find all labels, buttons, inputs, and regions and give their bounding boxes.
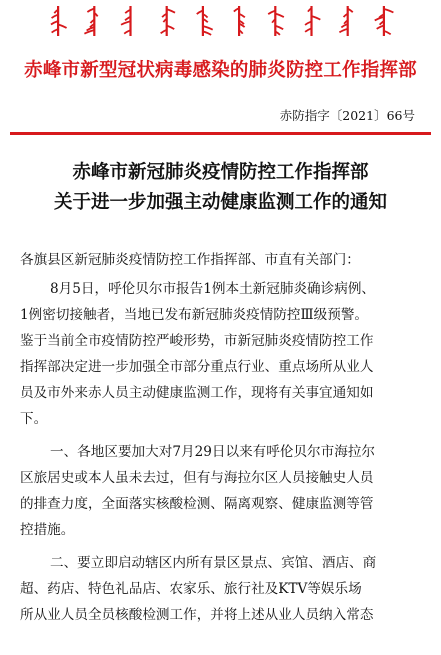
mongolian-word-glyph	[305, 6, 320, 36]
body-line: 员及市外来赤人员主动健康监测工作，现将有关事宜通知如	[20, 385, 374, 401]
mongolian-word-glyph	[197, 6, 213, 36]
red-divider-rule	[10, 132, 431, 135]
body-line: 8月5日，呼伦贝尔市报告1例本土新冠肺炎确诊病例、	[50, 281, 376, 297]
body-line: 下。	[20, 411, 48, 427]
body-line: 指挥部决定进一步加强全市部分重点行业、重点场所从业人	[20, 359, 374, 375]
mongolian-word-glyph	[268, 6, 284, 36]
issuer-header: 赤峰市新型冠状病毒感染的肺炎防控工作指挥部	[24, 60, 417, 81]
mongolian-word-glyph	[339, 6, 352, 36]
document-number: 赤防指字〔2021〕66号	[279, 108, 415, 123]
body-line: 控措施。	[20, 522, 75, 538]
body-line: 二、要立即启动辖区内所有景区景点、宾馆、酒店、商	[50, 555, 377, 571]
body-line-salutation: 各旗县区新冠肺炎疫情防控工作指挥部、市直有关部门：	[20, 252, 360, 268]
document-title-line-1: 赤峰市新冠肺炎疫情防控工作指挥部	[72, 162, 369, 183]
body-line: 区旅居史或本人虽未去过，但有与海拉尔区人员接触史人员	[20, 470, 374, 486]
body-line: 所从业人员全员核酸检测工作，并将上述从业人员纳入常态	[20, 607, 374, 623]
mongolian-word-glyph	[375, 6, 394, 36]
document-title-line-2: 关于进一步加强主动健康监测工作的通知	[53, 192, 387, 213]
mongolian-word-glyph	[121, 6, 130, 36]
mongolian-word-glyph	[234, 6, 245, 36]
mongolian-script-header	[40, 4, 402, 38]
body-line: 的排查力度，全面落实核酸检测、隔离观察、健康监测等管	[20, 496, 374, 512]
mongolian-word-glyph	[51, 6, 67, 36]
body-line: 1例密切接触者，当地已发布新冠肺炎疫情防控Ⅲ级预警。	[20, 307, 369, 323]
body-line: 超、药店、特色礼品店、农家乐、旅行社及KTV等娱乐场	[20, 581, 362, 597]
body-line: 一、各地区要加大对7月29日以来有呼伦贝尔市海拉尔	[50, 444, 376, 460]
body-line: 鉴于当前全市疫情防控严峻形势，市新冠肺炎疫情防控工作	[20, 333, 374, 349]
mongolian-word-glyph	[84, 6, 97, 36]
mongolian-word-glyph	[161, 6, 175, 36]
mongolian-script-graphic	[40, 4, 402, 38]
